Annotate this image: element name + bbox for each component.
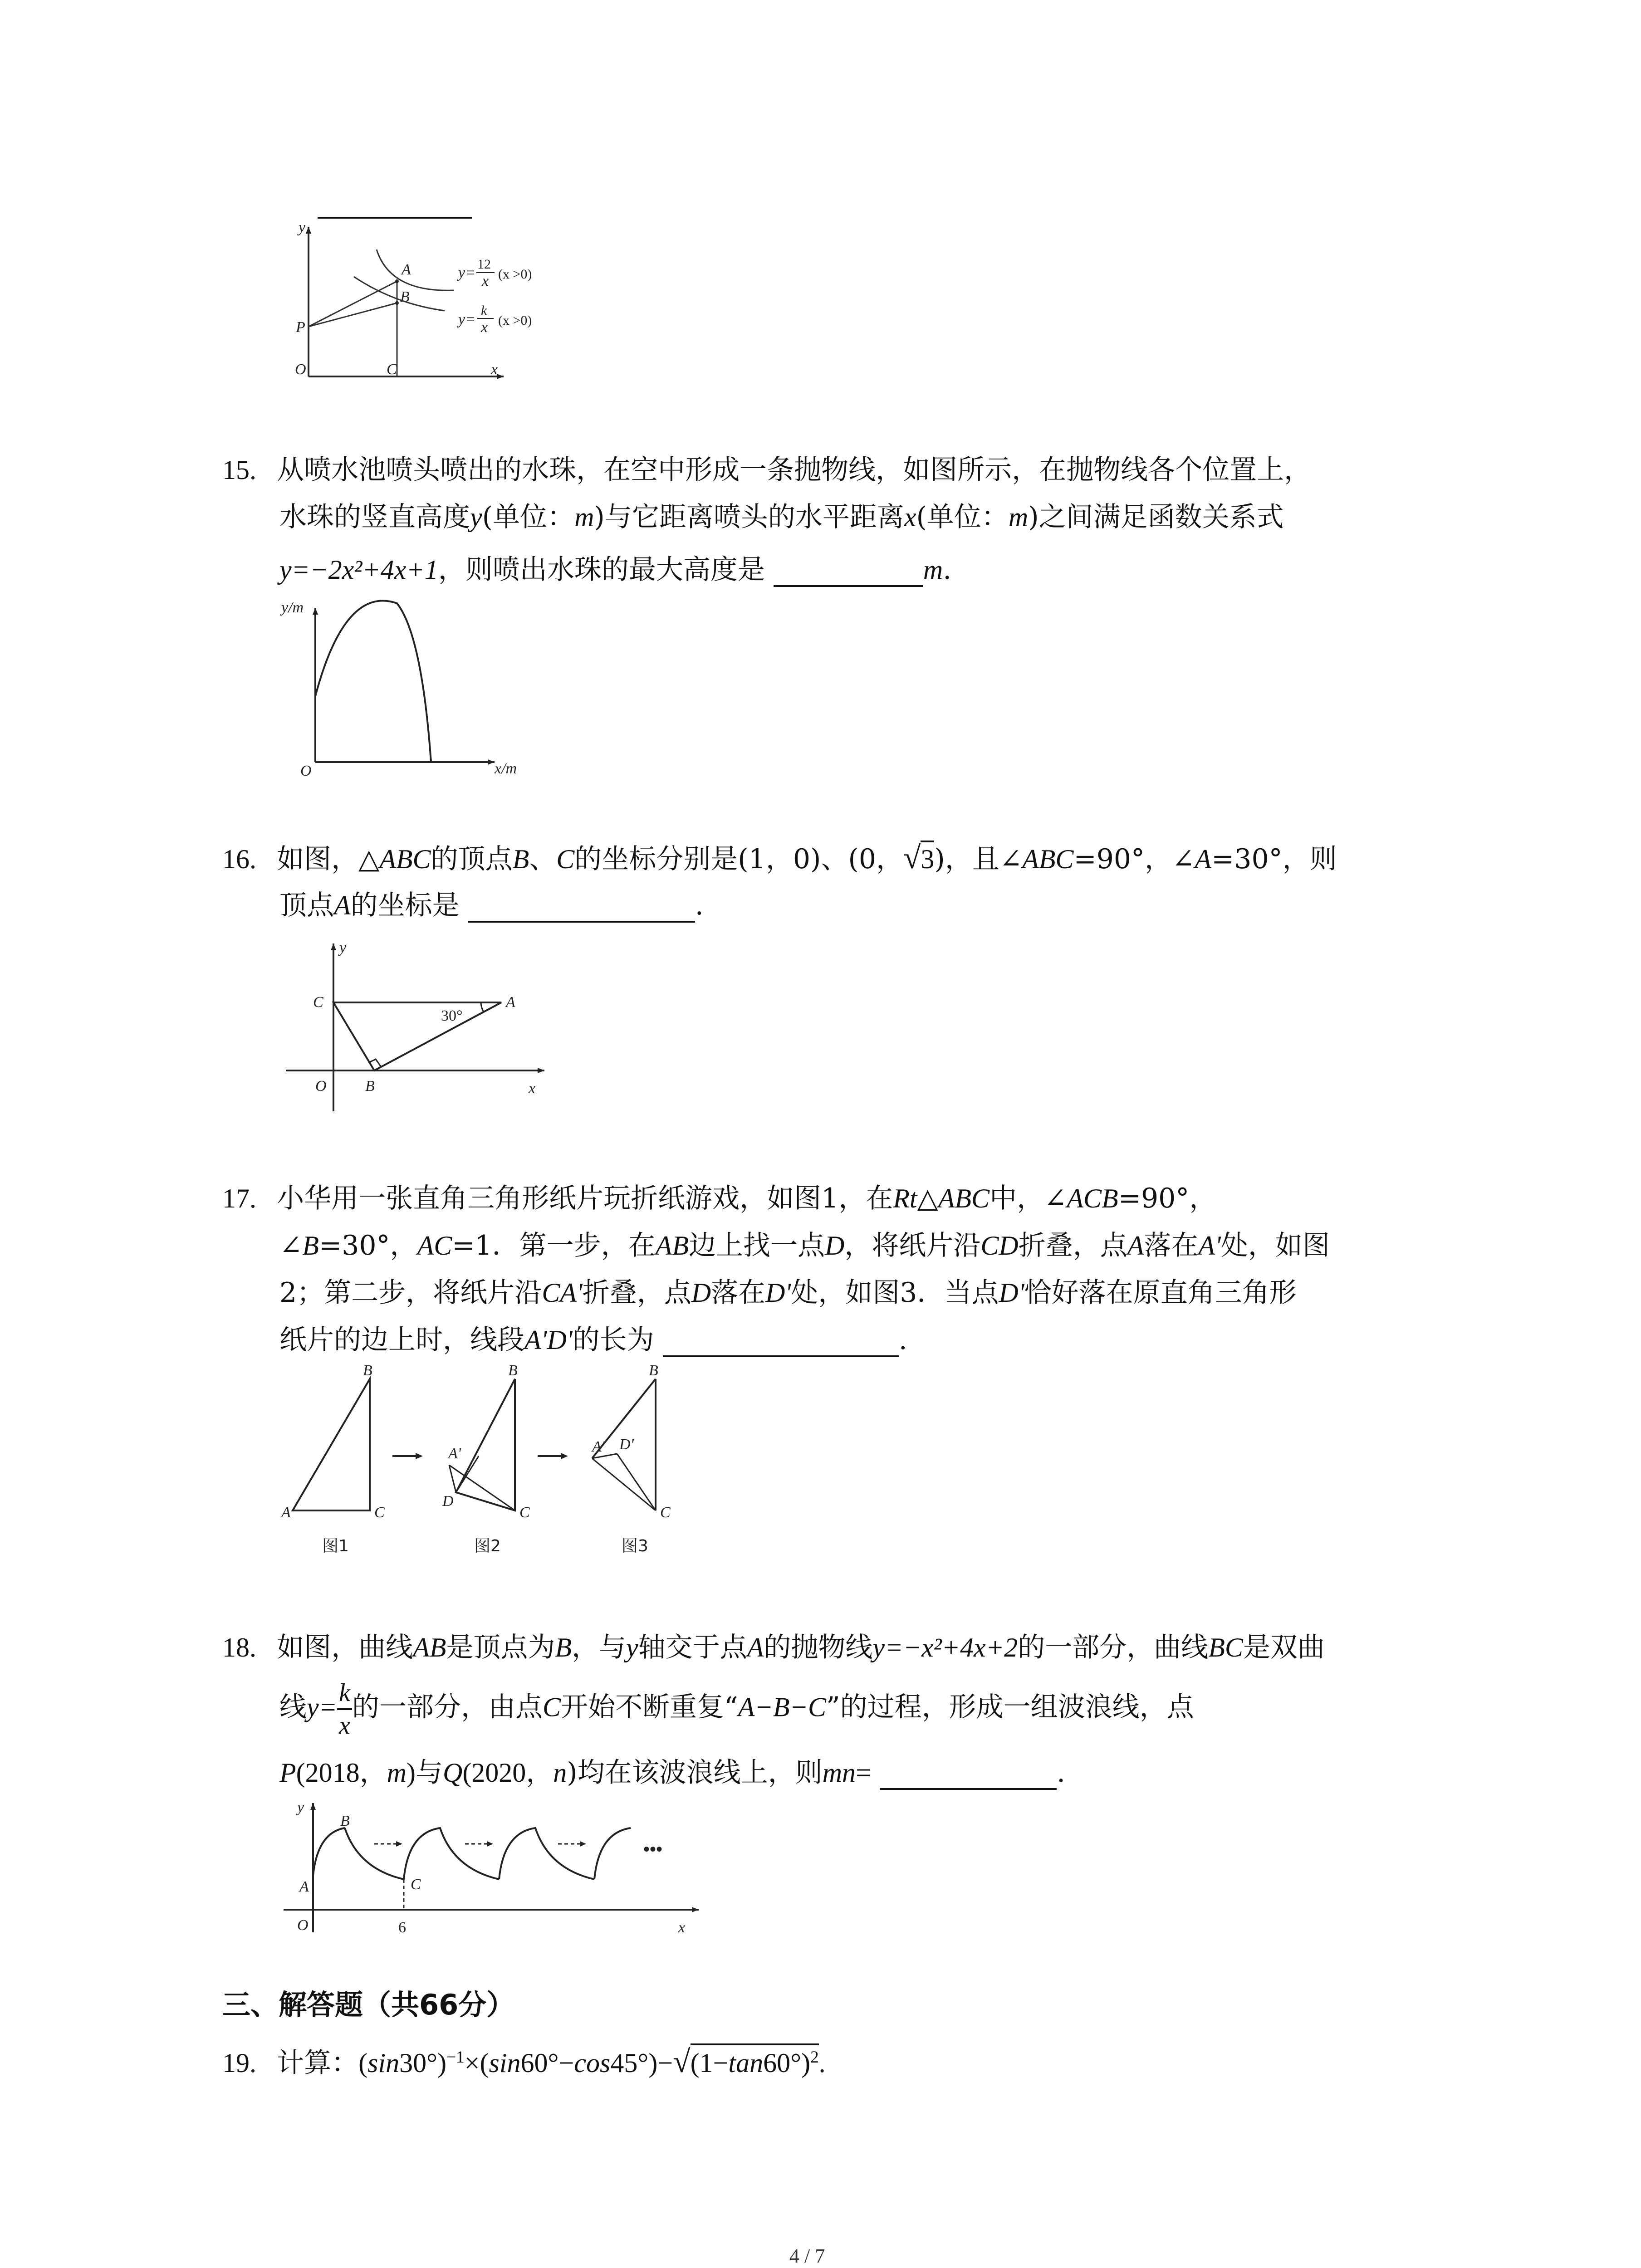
- q18-answer-blank: [880, 1756, 1057, 1790]
- q18-y: y: [297, 1799, 304, 1816]
- q17-figure-2: [442, 1362, 530, 1555]
- question-16: 16. 如图，△ABC的顶点B、C的坐标分别是(1，0)、(0，√3)，且∠ABC=90°，∠A=30°，则: [222, 841, 1337, 875]
- q16-b: B: [365, 1078, 375, 1095]
- svg-text:A: A: [281, 1504, 291, 1521]
- q15-line1: 从喷水池喷头喷出的水珠，在空中形成一条抛物线，如图所示，在抛物线各个位置上，: [277, 454, 1312, 486]
- page-number: 4 / 7: [789, 2245, 825, 2267]
- q17-figure-3: [591, 1362, 671, 1555]
- q15-origin: O: [300, 763, 312, 779]
- q18-figure: [272, 1796, 708, 1941]
- q16-c: C: [313, 994, 323, 1011]
- q14-curve1-cond: (x >0): [498, 267, 532, 282]
- q18-line3: P(2018，m)与Q(2020，n)均在该波浪线上，则mn= .: [279, 1749, 1065, 1796]
- q15-figure: [272, 594, 517, 785]
- q15-ylabel: y/m: [281, 599, 304, 616]
- q15-answer-blank: [774, 553, 923, 587]
- q15-formula: y=−2x²+4x+1: [279, 555, 438, 585]
- q18-c: C: [411, 1876, 421, 1893]
- q16-answer-blank: [468, 889, 695, 923]
- q15-number: 15.: [222, 455, 256, 485]
- section-3-title: 三、解答题（共66分）: [222, 1988, 515, 2021]
- q14-y-label: y: [299, 219, 306, 236]
- q14-figure: [268, 213, 594, 395]
- q17-caption-3: 图3: [622, 1537, 648, 1555]
- q14-curve1-den: x: [482, 273, 489, 289]
- q16-figure: [272, 934, 572, 1116]
- q17-line2: ∠B=30°，AC=1．第一步，在AB边上找一点D，将纸片沿CD折叠，点A落在A'处，如图: [279, 1230, 1330, 1261]
- q15-line2: 水珠的竖直高度y(单位：m)与它距离喷头的水平距离x(单位：m)之间满足函数关系式: [279, 501, 1284, 533]
- q18-number: 18.: [222, 1633, 256, 1662]
- q16-sqrt3: 3: [921, 841, 934, 874]
- q17-line4: 纸片的边上时，线段A'D'的长为 .: [279, 1316, 907, 1364]
- svg-text:B: B: [649, 1362, 658, 1379]
- svg-text:D: D: [442, 1493, 454, 1510]
- q15-xlabel: x/m: [495, 760, 517, 777]
- q14-curve2-num: k: [481, 303, 487, 318]
- question-19: 19. 计算：$(\sin 30^\circ)^{-1}\times(\sin 60^\circ-\cos 45^\circ)-√(1-\tan 60^\circ)^2$.: [222, 2044, 826, 2079]
- q14-curve1-y: y=: [458, 264, 476, 281]
- q17-number: 17.: [222, 1183, 256, 1213]
- q14-curve1-num: 12: [477, 257, 491, 272]
- q14-a-label: A: [402, 261, 411, 278]
- svg-text:C: C: [519, 1504, 530, 1521]
- q14-c-label: C: [387, 361, 397, 378]
- q16-x: x: [529, 1080, 536, 1097]
- svg-text:C: C: [374, 1504, 385, 1521]
- q18-six: 6: [398, 1919, 406, 1936]
- q17-caption-2: 图2: [474, 1537, 501, 1555]
- q14-curve2-cond: (x >0): [498, 313, 532, 328]
- q14-b-label: B: [400, 288, 410, 305]
- q16-o: O: [315, 1078, 327, 1095]
- svg-text:C: C: [660, 1504, 671, 1521]
- q16-a: A: [506, 994, 515, 1011]
- q14-origin-label: O: [295, 361, 306, 378]
- q18-b: B: [340, 1813, 350, 1829]
- q18-line2: 线y= $\frac{k}{x}$ 的一部分，由点C开始不断重复“A−B−C”的过程，形成一组波浪线，点: [279, 1679, 1194, 1740]
- question-17: 17. 小华用一张直角三角形纸片玩折纸游戏，如图1，在Rt△ABC中，∠ACB=90°，: [222, 1183, 1217, 1214]
- svg-text:A': A': [592, 1438, 605, 1455]
- svg-text:A': A': [448, 1445, 461, 1462]
- q16-angle: 30°: [441, 1007, 463, 1024]
- q14-curve2-y: y=: [458, 311, 476, 328]
- q18-x: x: [678, 1919, 686, 1936]
- q16-number: 16.: [222, 844, 256, 874]
- q16-y: y: [339, 939, 347, 956]
- q18-o: O: [297, 1917, 309, 1934]
- svg-text:B: B: [508, 1362, 518, 1379]
- q14-p-label: P: [296, 319, 305, 336]
- svg-text:B: B: [363, 1362, 372, 1379]
- question-15: [222, 446, 1311, 494]
- q18-dots: •••: [643, 1839, 663, 1859]
- q17-answer-blank: [663, 1324, 899, 1357]
- q18-a: A: [299, 1878, 309, 1895]
- q17-figures: [272, 1361, 726, 1569]
- q17-line3: 2；第二步，将纸片沿CA'折叠，点D落在D'处，如图3．当点D'恰好落在原直角三角形: [279, 1277, 1297, 1309]
- q16-line2: 顶点A的坐标是 .: [279, 882, 704, 929]
- q14-x-label: x: [491, 361, 498, 378]
- q17-figure-1: [280, 1362, 385, 1555]
- q19-number: 19.: [222, 2048, 256, 2078]
- svg-text:D': D': [619, 1436, 634, 1453]
- question-18: 18. 如图，曲线AB是顶点为B，与y轴交于点A的抛物线y=−x²+4x+2的一部分，曲线BC是双曲: [222, 1632, 1325, 1663]
- q17-caption-1: 图1: [322, 1537, 349, 1555]
- q15-line3: y=−2x²+4x+1，则喷出水珠的最大高度是 m.: [279, 546, 951, 593]
- q14-curve2-den: x: [481, 319, 488, 336]
